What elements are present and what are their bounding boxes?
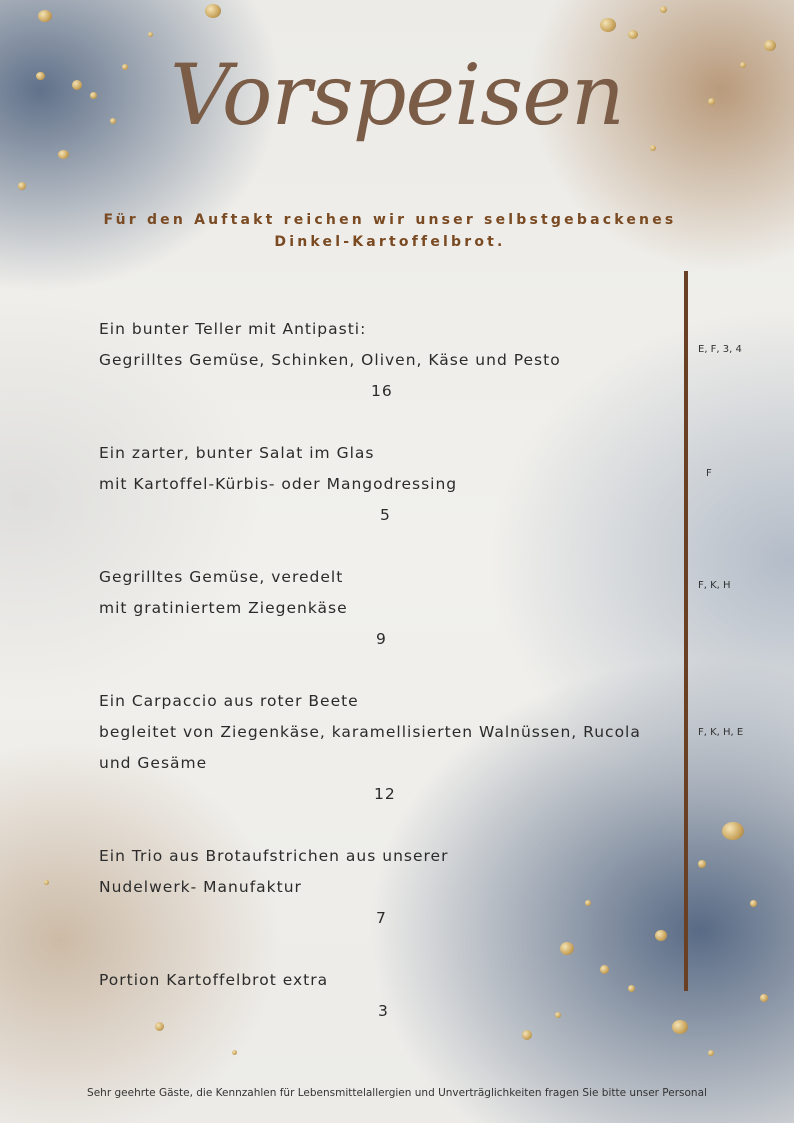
item-description-line: und Gesäme [99, 754, 208, 772]
item-price: 7 [376, 909, 387, 927]
item-price: 9 [376, 630, 387, 648]
allergen-divider-line [684, 271, 688, 991]
item-allergens: F, K, H [698, 580, 731, 591]
item-description-line: Nudelwerk- Manufaktur [99, 878, 302, 896]
menu-item-kartoffelbrot [99, 965, 669, 1027]
item-description-line: Gegrilltes Gemüse, Schinken, Oliven, Käse und Pesto [99, 351, 561, 369]
item-description-line: Ein bunter Teller mit Antipasti: [99, 320, 367, 338]
item-description-line: Ein zarter, bunter Salat im Glas [99, 444, 375, 462]
item-allergens: E, F, 3, 4 [698, 344, 742, 355]
menu-item-carpaccio [99, 686, 669, 810]
item-price: 16 [371, 382, 393, 400]
subtitle-line-2: Dinkel-Kartoffelbrot. [274, 234, 506, 250]
subtitle-line-1: Für den Auftakt reichen wir unser selbstgebackenes [103, 212, 677, 228]
subtitle [90, 209, 690, 253]
item-description-line: begleitet von Ziegenkäse, karamellisierten Walnüssen, Rucola [99, 723, 641, 741]
menu-item-antipasti [99, 314, 669, 407]
item-description-line: mit Kartoffel-Kürbis- oder Mangodressing [99, 475, 458, 493]
item-description-line: Ein Carpaccio aus roter Beete [99, 692, 359, 710]
allergy-footer-note: Sehr geehrte Gäste, die Kennzahlen für Lebensmittelallergien und Unverträglichkeiten fragen Sie bitte unser Personal [87, 1087, 707, 1099]
item-price: 3 [378, 1002, 389, 1020]
item-allergens: F, K, H, E [698, 727, 744, 738]
item-price: 12 [374, 785, 396, 803]
item-description-line: Ein Trio aus Brotaufstrichen aus unserer [99, 847, 449, 865]
page-title: Vorspeisen [169, 46, 625, 144]
item-description-line: Portion Kartoffelbrot extra [99, 971, 329, 989]
item-description-line: Gegrilltes Gemüse, veredelt [99, 568, 344, 586]
item-allergens: F [706, 468, 712, 479]
menu-item-brotaufstriche [99, 841, 669, 934]
menu-item-gemuese [99, 562, 669, 655]
menu-item-salat [99, 438, 669, 531]
item-description-line: mit gratiniertem Ziegenkäse [99, 599, 348, 617]
item-price: 5 [380, 506, 391, 524]
